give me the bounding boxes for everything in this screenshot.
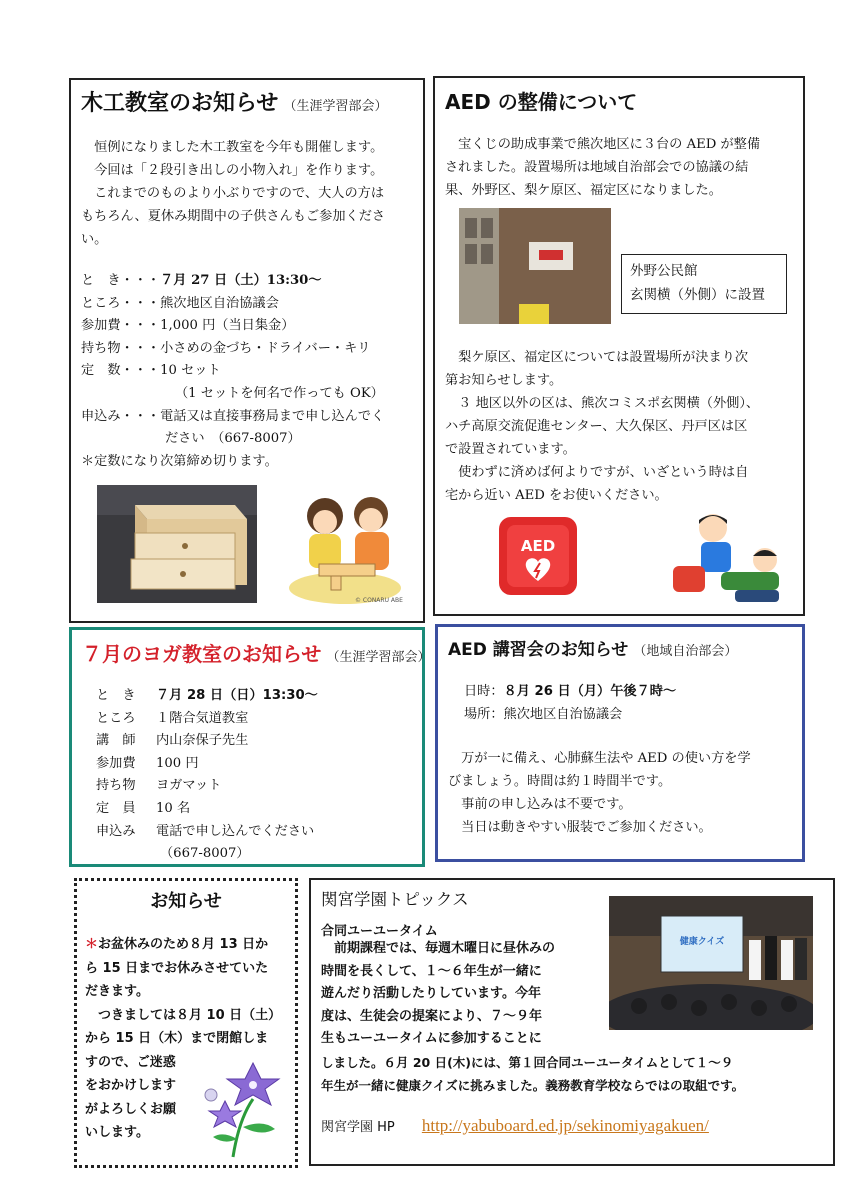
topics-subtitle: 合同ユーユータイム xyxy=(321,924,438,939)
detail-value: 小さめの金づち・ドライバー・キリ xyxy=(160,340,371,356)
yoga-org: （生涯学習部会） xyxy=(326,650,431,665)
aed-device-icon xyxy=(497,515,579,597)
woodwork-line: 恒例になりました木工教室を今年も開催します。 xyxy=(81,140,384,155)
detail-value: ヨガマット xyxy=(156,778,222,794)
topics-line: 度は、生徒会の提案により、７～９年 xyxy=(321,1008,543,1024)
aed-line: 使わずに済めば何よりですが、いざという時は自 xyxy=(445,465,749,480)
notice-line: をおかけします xyxy=(85,1078,177,1093)
aed-course-title: AED 講習会のお知らせ xyxy=(448,640,629,660)
woodwork-line: もちろん、夏休み期間中の子供さんもご参加くださ xyxy=(81,209,386,224)
screen-text: 健康クイズ xyxy=(679,937,725,947)
detail-label: 講 師 xyxy=(96,733,136,749)
aed-line: ハチ高原交流促進センター、大久保区、丹戸区は区 xyxy=(445,419,748,434)
detail-value: ７月 27 日（土）13:30～ xyxy=(160,273,322,288)
aed-setup-title: AED の整備について xyxy=(445,90,638,114)
woodwork-org: （生涯学習部会） xyxy=(283,99,388,114)
children-woodwork-illustration xyxy=(285,488,405,606)
notice-line: すので、ご迷惑 xyxy=(85,1054,176,1070)
detail-label: 持ち物・・・ xyxy=(81,340,161,356)
yoga-title: ７月のヨガ教室のお知らせ xyxy=(82,642,322,666)
aed-install-photo xyxy=(459,208,611,324)
place-line: 場所：熊次地区自治協議会 xyxy=(464,706,623,722)
topics-body-wide xyxy=(321,1052,831,1097)
course-line: 万が一に備え、心肺蘇生法や AED の使い方を学 xyxy=(448,751,751,766)
woodwork-details xyxy=(81,270,421,473)
aed-course-org: （地域自治部会） xyxy=(633,644,738,659)
bellflower-illustration xyxy=(203,1059,293,1159)
photo-credit: © CONARU ABE xyxy=(355,597,403,604)
asterisk-mark: ＊ xyxy=(85,937,99,952)
course-line: 事前の申し込みは不要です。 xyxy=(448,797,632,812)
aed-line: されました。設置場所は地域自治部会での協議の結 xyxy=(445,160,749,175)
notice-line: つきましては８月 10 日（土） xyxy=(85,1007,282,1023)
detail-label: 申込み・・・ xyxy=(81,408,161,424)
aed-line: 第お知らせします。 xyxy=(445,373,563,388)
notice-line: ら 15 日までお休みさせていた xyxy=(85,960,269,976)
woodwork-intro xyxy=(81,136,421,251)
notice-line: いします。 xyxy=(85,1125,149,1140)
notice-section xyxy=(74,878,298,1168)
topics-line: 時間を長くして、１～６年生が一緒に xyxy=(321,963,542,979)
notice-line: お盆休みのため８月 13 日か xyxy=(98,937,269,952)
woodwork-section xyxy=(69,78,425,623)
aed-line: 果、外野区、梨ケ原区、福定区になりました。 xyxy=(445,183,722,198)
aed-line: 宅から近い AED をお使いください。 xyxy=(445,488,668,503)
detail-value: 内山奈保子先生 xyxy=(156,733,249,749)
aed-device-label: AED xyxy=(520,537,556,555)
detail-label: と き・・・ xyxy=(81,273,161,288)
notice-line: だきます。 xyxy=(85,984,149,999)
aed-line: ３ 地区以外の区は、熊次コミスポ玄関横（外側）、 xyxy=(445,396,760,411)
woodwork-line: 今回は「２段引き出しの小物入れ」を作ります。 xyxy=(81,163,384,178)
aed-course-section xyxy=(435,624,805,862)
detail-value: 10 セット xyxy=(160,363,221,379)
yoga-heading xyxy=(82,638,431,667)
notice-line: がよろしくお願 xyxy=(85,1101,177,1117)
yoga-details xyxy=(96,685,416,866)
aed-line: 宝くじの助成事業で熊次地区に３台の AED が整備 xyxy=(445,137,761,152)
woodwork-line: これまでのものより小ぶりですので、大人の方は xyxy=(81,186,385,201)
detail-label: と き xyxy=(96,688,136,703)
woodwork-line: い。 xyxy=(81,232,108,247)
aed-line: で設置されています。 xyxy=(445,442,576,457)
detail-value: ださい （667-8007） xyxy=(165,431,301,447)
detail-label: 申込み xyxy=(96,823,136,839)
detail-value: 100 円 xyxy=(156,755,199,771)
detail-value: 熊次地区自治協議会 xyxy=(160,295,279,311)
yoga-section xyxy=(69,627,431,867)
topics-line: 年生が一緒に健康クイズに挑みました。義務教育学校ならではの取組です。 xyxy=(321,1077,745,1093)
topics-body-narrow xyxy=(321,938,621,1051)
detail-value: １階合気道教室 xyxy=(156,710,249,726)
aed-setup-section xyxy=(433,76,805,616)
notice-title: お知らせ xyxy=(150,891,222,912)
woodwork-heading xyxy=(81,86,387,117)
course-line: 当日は動きやすい服装でご参加ください。 xyxy=(448,820,712,835)
aed-setup-body xyxy=(445,346,801,507)
caption-line: 玄関横（外側）に設置 xyxy=(630,287,765,303)
topics-line: しました。６月 20 日(木)には、第１回合同ユーユータイムとして１～９ xyxy=(321,1055,734,1070)
course-line: びましょう。時間は約１時間半です。 xyxy=(448,774,672,789)
detail-value: ７月 28 日（日）13:30～ xyxy=(156,688,318,703)
topics-title: 関宮学園トピックス xyxy=(321,890,469,909)
detail-label: 定 数・・・ xyxy=(81,363,161,379)
hp-link[interactable]: http://yabuboard.ed.jp/sekinomiyagakuen/ xyxy=(421,1116,709,1135)
notice-line: から 15 日（木）まで閉館しま xyxy=(85,1031,269,1046)
detail-value: （1 セットを何名で作っても OK） xyxy=(175,385,384,401)
aed-setup-intro xyxy=(445,133,801,202)
detail-value: 10 名 xyxy=(156,800,191,816)
detail-value: （667-8007） xyxy=(160,846,250,862)
date-label: 日時： xyxy=(464,684,504,699)
date-value: ８月 26 日（月）午後７時～ xyxy=(503,684,677,699)
detail-label: 持ち物 xyxy=(96,778,136,794)
detail-label: 参加費・・・ xyxy=(81,318,161,334)
aed-course-heading xyxy=(448,635,737,660)
caption-line: 外野公民館 xyxy=(630,263,698,279)
topics-line: 生もユーユータイムに参加することに xyxy=(321,1031,542,1046)
aed-line: 梨ケ原区、福定区については設置場所が決まり次 xyxy=(445,350,749,365)
topics-line: 遊んだり活動したりしています。今年 xyxy=(321,986,541,1001)
aed-course-body xyxy=(448,747,804,839)
detail-value: 電話又は直接事務局まで申し込んでく xyxy=(160,408,385,424)
hp-label: 関宮学園 HP xyxy=(321,1120,395,1135)
detail-value: 1,000 円（当日集金） xyxy=(160,318,295,334)
drawer-box-photo xyxy=(97,485,257,603)
detail-label: 参加費 xyxy=(96,755,136,771)
health-quiz-photo xyxy=(609,896,813,1030)
aed-caption xyxy=(621,254,787,314)
topics-section xyxy=(309,878,835,1166)
aed-course-info xyxy=(464,681,804,726)
detail-label: 定 員 xyxy=(96,800,136,816)
detail-label: ところ xyxy=(96,710,136,726)
detail-label: ところ・・・ xyxy=(81,295,161,311)
woodwork-title: 木工教室のお知らせ xyxy=(81,91,279,116)
detail-value: 電話で申し込んでください xyxy=(156,823,315,839)
topics-line: 前期課程では、毎週木曜日に昼休みの xyxy=(321,941,556,956)
topics-hp xyxy=(321,1116,709,1136)
detail-value: ＊定数になり次第締め切ります。 xyxy=(81,453,278,469)
cpr-illustration xyxy=(665,506,791,606)
